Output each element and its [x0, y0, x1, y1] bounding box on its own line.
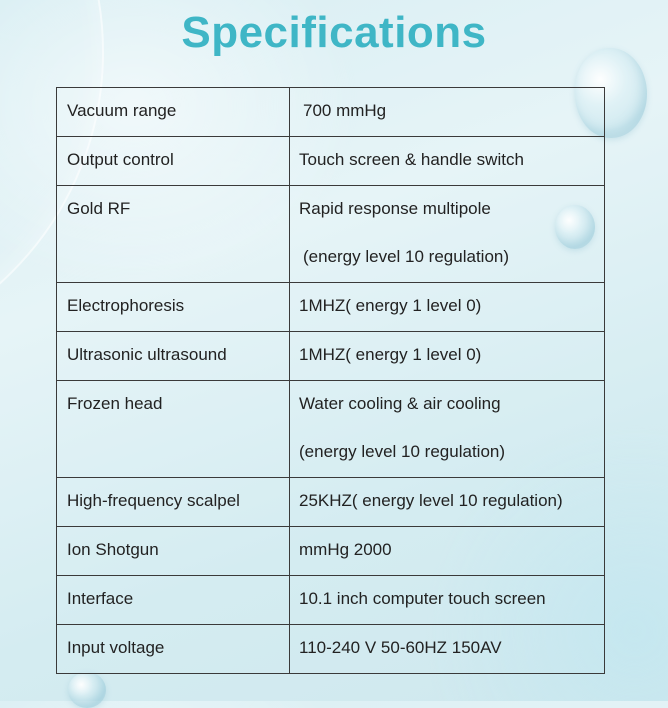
spec-value-cell — [290, 137, 605, 186]
table-row — [57, 625, 605, 674]
spec-value-cell — [290, 576, 605, 625]
spec-label-cell — [57, 576, 290, 625]
spec-label: Ion Shotgun — [67, 540, 159, 559]
spec-value-cell — [290, 186, 605, 283]
spec-value: mmHg 2000 — [299, 540, 392, 559]
table-row — [57, 88, 605, 137]
spec-label: Interface — [67, 589, 134, 608]
spec-label-cell — [57, 381, 290, 478]
spec-label-cell — [57, 332, 290, 381]
spec-value-cell — [290, 381, 605, 478]
spec-value-cell — [290, 527, 605, 576]
spec-label: High-frequency scalpel — [67, 491, 240, 510]
table-row — [57, 137, 605, 186]
spec-label: Electrophoresis — [67, 296, 185, 315]
spec-value: Rapid response multipole — [299, 199, 491, 218]
table-row — [57, 186, 605, 283]
spec-value-cell — [290, 478, 605, 527]
spec-label: Frozen head — [67, 394, 163, 413]
table-row — [57, 478, 605, 527]
spec-label-cell — [57, 137, 290, 186]
spec-label-cell — [57, 186, 290, 283]
table-row — [57, 576, 605, 625]
spec-label-cell — [57, 625, 290, 674]
page-title: Specifications — [181, 8, 487, 57]
spec-value: 1MHZ( energy 1 level 0) — [299, 296, 482, 315]
spec-value-continued: (energy level 10 regulation) — [303, 247, 510, 266]
spec-label-cell — [57, 283, 290, 332]
water-droplet-icon — [68, 672, 106, 708]
table-row — [57, 332, 605, 381]
spec-value-cell — [290, 88, 605, 137]
spec-label: Vacuum range — [67, 101, 177, 120]
spec-value: 1MHZ( energy 1 level 0) — [299, 345, 482, 364]
spec-value-cell — [290, 283, 605, 332]
spec-label: Gold RF — [67, 199, 131, 218]
table-row — [57, 527, 605, 576]
spec-label-cell — [57, 478, 290, 527]
spec-value-continued: (energy level 10 regulation) — [299, 442, 506, 461]
table-row — [57, 283, 605, 332]
spec-label: Input voltage — [67, 638, 165, 657]
spec-label: Output control — [67, 150, 174, 169]
spec-label-cell — [57, 88, 290, 137]
spec-value: Water cooling & air cooling — [299, 394, 501, 413]
spec-value: 25KHZ( energy level 10 regulation) — [299, 491, 563, 510]
spec-label-cell — [57, 527, 290, 576]
spec-value: 110-240 V 50-60HZ 150AV — [299, 638, 502, 657]
spec-label: Ultrasonic ultrasound — [67, 345, 227, 364]
table-row — [57, 381, 605, 478]
specifications-table — [56, 87, 605, 674]
spec-value: Touch screen & handle switch — [299, 150, 524, 169]
spec-value: 700 mmHg — [303, 101, 387, 120]
spec-value: 10.1 inch computer touch screen — [299, 589, 546, 608]
spec-value-cell — [290, 332, 605, 381]
spec-value-cell — [290, 625, 605, 674]
